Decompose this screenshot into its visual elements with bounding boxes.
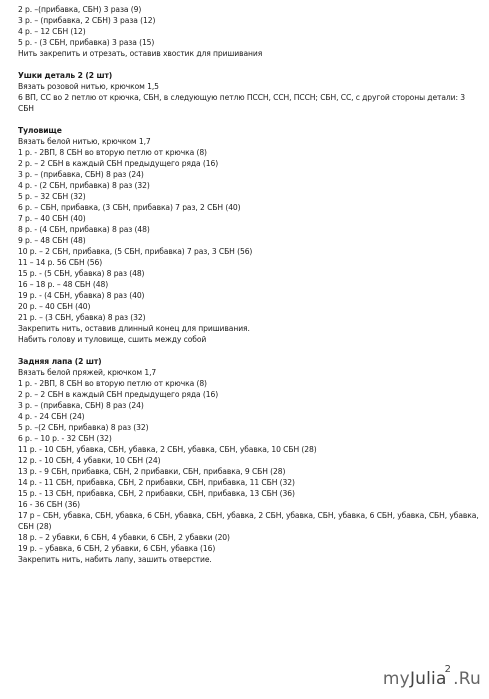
pattern-line: 2 р. – 2 СБН в каждый СБН предыдущего ряда (16) xyxy=(18,159,219,168)
pattern-line: 15 р. - 13 СБН, прибавка, СБН, 2 прибавки, СБН, прибавка, 13 СБН (36) xyxy=(18,489,295,498)
pattern-line: 14 р. - 11 СБН, прибавка, СБН, 2 прибавки, СБН, прибавка, 11 СБН (32) xyxy=(18,478,295,487)
pattern-line: 19 р. - (4 СБН, убавка) 8 раз (40) xyxy=(18,291,145,300)
pattern-section xyxy=(18,125,480,345)
pattern-line: 10 р. – 2 СБН, прибавка, (5 СБН, прибавка) 7 раз, 3 СБН (56) xyxy=(18,247,253,256)
pattern-line: 7 р. – 40 СБН (40) xyxy=(18,214,86,223)
pattern-section xyxy=(18,356,480,565)
watermark-superscript: 2 xyxy=(444,664,452,675)
section-gap xyxy=(18,59,480,70)
pattern-line: 3 р. – (прибавка, СБН) 8 раз (24) xyxy=(18,401,144,410)
pattern-line: 3 р. – (прибавка, 2 СБН) 3 раза (12) xyxy=(18,16,156,25)
watermark-ru: Ru xyxy=(458,669,481,689)
pattern-line: 18 р. – 2 убавки, 6 СБН, 4 убавки, 6 СБН, 2 убавки (20) xyxy=(18,533,230,542)
pattern-line: Набить голову и туловище, сшить между собой xyxy=(18,335,207,344)
pattern-line: Закрепить нить, оставив длинный конец для пришивания. xyxy=(18,324,250,333)
pattern-line: 4 р. – 12 СБН (12) xyxy=(18,27,86,36)
pattern-line: 16 – 18 р. – 48 СБН (48) xyxy=(18,280,109,289)
pattern-line: 5 р. –(2 СБН, прибавка) 8 раз (32) xyxy=(18,423,149,432)
pattern-line: 20 р. – 40 СБН (40) xyxy=(18,302,91,311)
pattern-line: Нить закрепить и отрезать, оставив хвостик для пришивания xyxy=(18,49,263,58)
pattern-line: 6 р. – 10 р. - 32 СБН (32) xyxy=(18,434,112,443)
pattern-line: 1 р. - 2ВП, 8 СБН во вторую петлю от крючка (8) xyxy=(18,379,207,388)
section-title: Задняя лапа (2 шт) xyxy=(18,357,102,366)
pattern-line: 5 р. – 32 СБН (32) xyxy=(18,192,86,201)
pattern-line: 3 р. – (прибавка, СБН) 8 раз (24) xyxy=(18,170,144,179)
pattern-line: 2 р. –(прибавка, СБН) 3 раза (9) xyxy=(18,5,142,14)
pattern-line: 9 р. – 48 СБН (48) xyxy=(18,236,86,245)
pattern-line: 1 р. - 2ВП, 8 СБН во вторую петлю от крючка (8) xyxy=(18,148,207,157)
section-title: Ушки деталь 2 (2 шт) xyxy=(18,71,113,80)
pattern-line: 21 р. – (3 СБН, убавка) 8 раз (32) xyxy=(18,313,146,322)
pattern-line: Вязать розовой нитью, крючком 1,5 xyxy=(18,82,159,91)
pattern-line: Вязать белой нитью, крючком 1,7 xyxy=(18,137,151,146)
pattern-section xyxy=(18,4,480,59)
pattern-line: 15 р. - (5 СБН, убавка) 8 раз (48) xyxy=(18,269,145,278)
pattern-line: 5 р. - (3 СБН, прибавка) 3 раза (15) xyxy=(18,38,155,47)
pattern-line: 17 р – СБН, убавка, СБН, убавка, 6 СБН, убавка, СБН, убавка, 2 СБН, убавка, СБН, убавка, 6 СБН, убавка, СБН, убавка, СБН (28) xyxy=(18,511,481,531)
pattern-line: 12 р. - 10 СБН, 4 убавки, 10 СБН (24) xyxy=(18,456,161,465)
section-title: Туловище xyxy=(18,126,62,135)
pattern-line: 11 р. - 10 СБН, убавка, СБН, убавка, 2 СБН, убавка, СБН, убавка, 10 СБН (28) xyxy=(18,445,317,454)
pattern-section xyxy=(18,70,480,114)
pattern-line: Вязать белой пряжей, крючком 1,7 xyxy=(18,368,157,377)
pattern-line: 4 р. - 24 СБН (24) xyxy=(18,412,85,421)
pattern-line: Закрепить нить, набить лапу, зашить отверстие. xyxy=(18,555,212,564)
pattern-line: 16 - 36 СБН (36) xyxy=(18,500,80,509)
pattern-line: 8 р. - (4 СБН, прибавка) 8 раз (48) xyxy=(18,225,150,234)
watermark-dot: . xyxy=(453,669,459,689)
section-gap xyxy=(18,114,480,125)
pattern-line: 13 р. - 9 СБН, прибавка, СБН, 2 прибавки, СБН, прибавка, 9 СБН (28) xyxy=(18,467,286,476)
watermark-name: Julia xyxy=(409,669,447,689)
watermark-my: my xyxy=(382,669,410,689)
pattern-line: 11 – 14 р. 56 СБН (56) xyxy=(18,258,103,267)
pattern-line: 6 р. – СБН, прибавка, (3 СБН, прибавка) 7 раз, 2 СБН (40) xyxy=(18,203,241,212)
site-watermark-logo xyxy=(382,664,481,689)
pattern-line: 2 р. – 2 СБН в каждый СБН предыдущего ряда (16) xyxy=(18,390,219,399)
document-body xyxy=(18,4,480,565)
section-gap xyxy=(18,345,480,356)
pattern-line: 19 р. – убавка, 6 СБН, 2 убавки, 6 СБН, убавка (16) xyxy=(18,544,216,553)
pattern-line: 4 р. - (2 СБН, прибавка) 8 раз (32) xyxy=(18,181,150,190)
pattern-line: 6 ВП, СС во 2 петлю от крючка, СБН, в следующую петлю ПССН, ССН, ПССН; СБН, СС, с другой стороны детали: 3 СБН xyxy=(18,93,468,113)
